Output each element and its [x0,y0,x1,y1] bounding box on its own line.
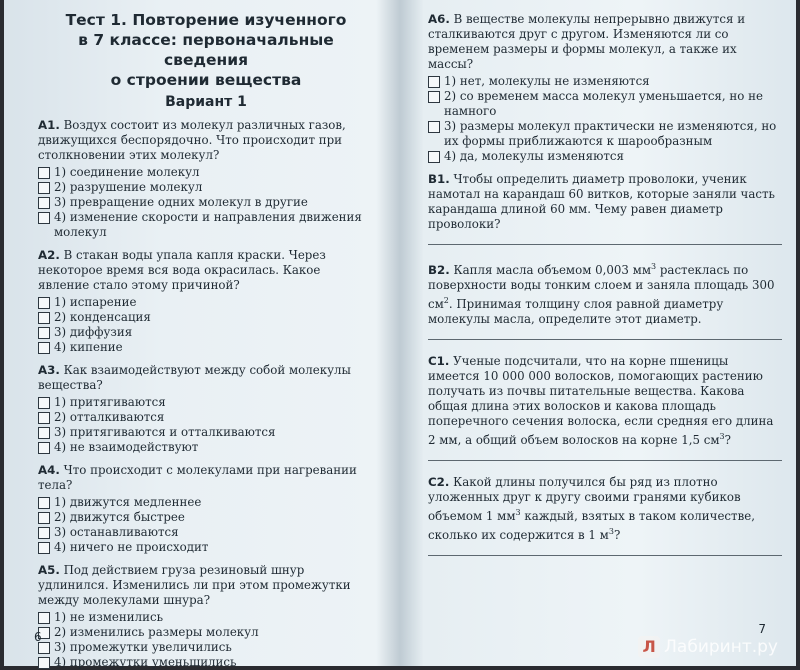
question-text: В стакан воды упала капля краски. Через некоторое время вся вода окрасилась. Какое явление стало этому причиной? [38,248,326,292]
question-a6 [428,12,782,164]
question-number: C1. [428,353,450,368]
question-text: В веществе молекулы непрерывно движутся и сталкиваются друг с другом. Изменяются ли со временем размеры и формы молекул, а также их массы? [428,12,746,71]
option-checkbox[interactable]: 2) движутся быстрее [38,510,374,525]
checkbox-icon[interactable] [38,182,50,194]
answer-line[interactable] [428,339,782,340]
option-checkbox[interactable]: 3) диффузия [38,325,374,340]
option-checkbox[interactable]: 1) не изменились [38,610,374,625]
checkbox-icon[interactable] [38,512,50,524]
option-checkbox[interactable]: 3) промежутки увеличились [38,640,374,655]
question-text: Чтобы определить диаметр проволоки, ученик намотал на карандаш 60 витков, которые заняли часть карандаша длиной 60 мм. Чему равен диаметр проволоки? [428,172,775,231]
question-number: B1. [428,172,450,186]
checkbox-icon[interactable] [38,397,50,409]
checkbox-icon[interactable] [428,91,440,103]
option-checkbox[interactable]: 1) соединение молекул [38,165,374,180]
question-number: A5. [38,563,60,577]
answer-line[interactable] [428,460,782,461]
checkbox-icon[interactable] [38,497,50,509]
question-b2: B2. Капля масла объемом 0,003 $мм^3$ растеклась по поверхности воды тонким слоем и заняла площадь 300 $см^2$. Принимая толщину слоя равной диаметру молекулы масла, определите этот диаметр. [428,259,782,340]
watermark-text: Лабиринт.ру [664,637,778,657]
checkbox-icon[interactable] [38,427,50,439]
checkbox-icon[interactable] [38,442,50,454]
checkbox-icon[interactable] [428,151,440,163]
right-page [414,0,796,666]
option-checkbox[interactable]: 2) изменились размеры молекул [38,625,374,640]
answer-line[interactable] [428,555,782,556]
question-a3 [38,363,374,455]
page-number: 7 [758,622,766,636]
question-c1: C1. Ученые подсчитали, что на корне пшеницы имеется 10 000 000 волосков, помогающих растению получать из почвы питательные вещества. Какова общая длина этих волосков и какова площадь поперечного сечения волоска, если средняя его длина 2 мм, а общий объем волосков на корне 1,5 $см^3$? [428,354,782,461]
checkbox-icon[interactable] [38,412,50,424]
variant-heading: Вариант 1 [165,94,247,110]
option-checkbox[interactable]: 1) нет, молекулы не изменяются [428,74,782,89]
option-checkbox[interactable]: 2) разрушение молекул [38,180,374,195]
book-spread [4,0,796,669]
checkbox-icon[interactable] [38,312,50,324]
checkbox-icon[interactable] [38,167,50,179]
question-c2: C2. Какой длины получился бы ряд из плотно уложенных друг к другу своими гранями кубиков объемом 1 $мм^3$ каждый, взятых в таком количестве, сколько их содержится в 1 $м^3$? [428,475,782,556]
question-text: Под действием груза резиновый шнур удлинился. Изменились ли при этом промежутки между молекулами шнура? [38,563,351,607]
test-title [38,10,374,90]
option-checkbox[interactable]: 4) кипение [38,340,374,355]
left-page [12,0,384,669]
option-checkbox[interactable]: 4) ничего не происходит [38,540,374,555]
checkbox-icon[interactable] [38,212,50,224]
question-text: Воздух состоит из молекул различных газов, движущихся беспорядочно. Что происходит при столкновении этих молекул? [38,118,346,162]
option-checkbox[interactable]: 1) движутся медленнее [38,495,374,510]
question-number: B2. [428,262,450,277]
question-number: C2. [428,474,450,489]
question-a2 [38,248,374,355]
page-number: 6 [34,630,42,644]
title-line-2: в 7 классе: первоначальные сведения [78,31,334,69]
option-checkbox[interactable]: 3) останавливаются [38,525,374,540]
question-a4 [38,463,374,555]
checkbox-icon[interactable] [38,657,50,669]
labirint-watermark [638,636,778,658]
checkbox-icon[interactable] [38,542,50,554]
option-checkbox[interactable]: 4) не взаимодействуют [38,440,374,455]
question-number: A1. [38,118,60,132]
checkbox-icon[interactable] [38,527,50,539]
question-a5 [38,563,374,670]
option-checkbox[interactable]: 2) со временем масса молекул уменьшается, но не намного [428,89,782,119]
checkbox-icon[interactable] [38,327,50,339]
option-checkbox[interactable]: 1) испарение [38,295,374,310]
question-a1 [38,118,374,240]
checkbox-icon[interactable] [38,297,50,309]
option-checkbox[interactable]: 3) притягиваются и отталкиваются [38,425,374,440]
title-line-3: о строении вещества [110,71,302,89]
title-line-1: Тест 1. Повторение изученного [65,11,347,29]
checkbox-icon[interactable] [38,197,50,209]
question-text: Как взаимодействуют между собой молекулы вещества? [38,363,351,392]
question-b1 [428,172,782,245]
checkbox-icon[interactable] [38,612,50,624]
question-number: A3. [38,363,60,377]
question-number: A6. [428,12,450,26]
option-checkbox[interactable]: 4) изменение скорости и направления движения молекул [38,210,374,240]
option-checkbox[interactable]: 1) притягиваются [38,395,374,410]
option-checkbox[interactable]: 3) размеры молекул практически не изменяются, но их формы приближаются к шарообразным [428,119,782,149]
option-checkbox[interactable]: 2) конденсация [38,310,374,325]
labirint-logo-icon: Л [638,636,660,658]
question-text: Что происходит с молекулами при нагревании тела? [38,463,357,492]
option-checkbox[interactable]: 3) превращение одних молекул в другие [38,195,374,210]
option-checkbox[interactable]: 2) отталкиваются [38,410,374,425]
option-checkbox[interactable]: 4) промежутки уменьшились [38,655,374,670]
answer-line[interactable] [428,244,782,245]
question-number: A2. [38,248,60,262]
checkbox-icon[interactable] [428,76,440,88]
checkbox-icon[interactable] [428,121,440,133]
option-checkbox[interactable]: 4) да, молекулы изменяются [428,149,782,164]
question-number: A4. [38,463,60,477]
checkbox-icon[interactable] [38,342,50,354]
